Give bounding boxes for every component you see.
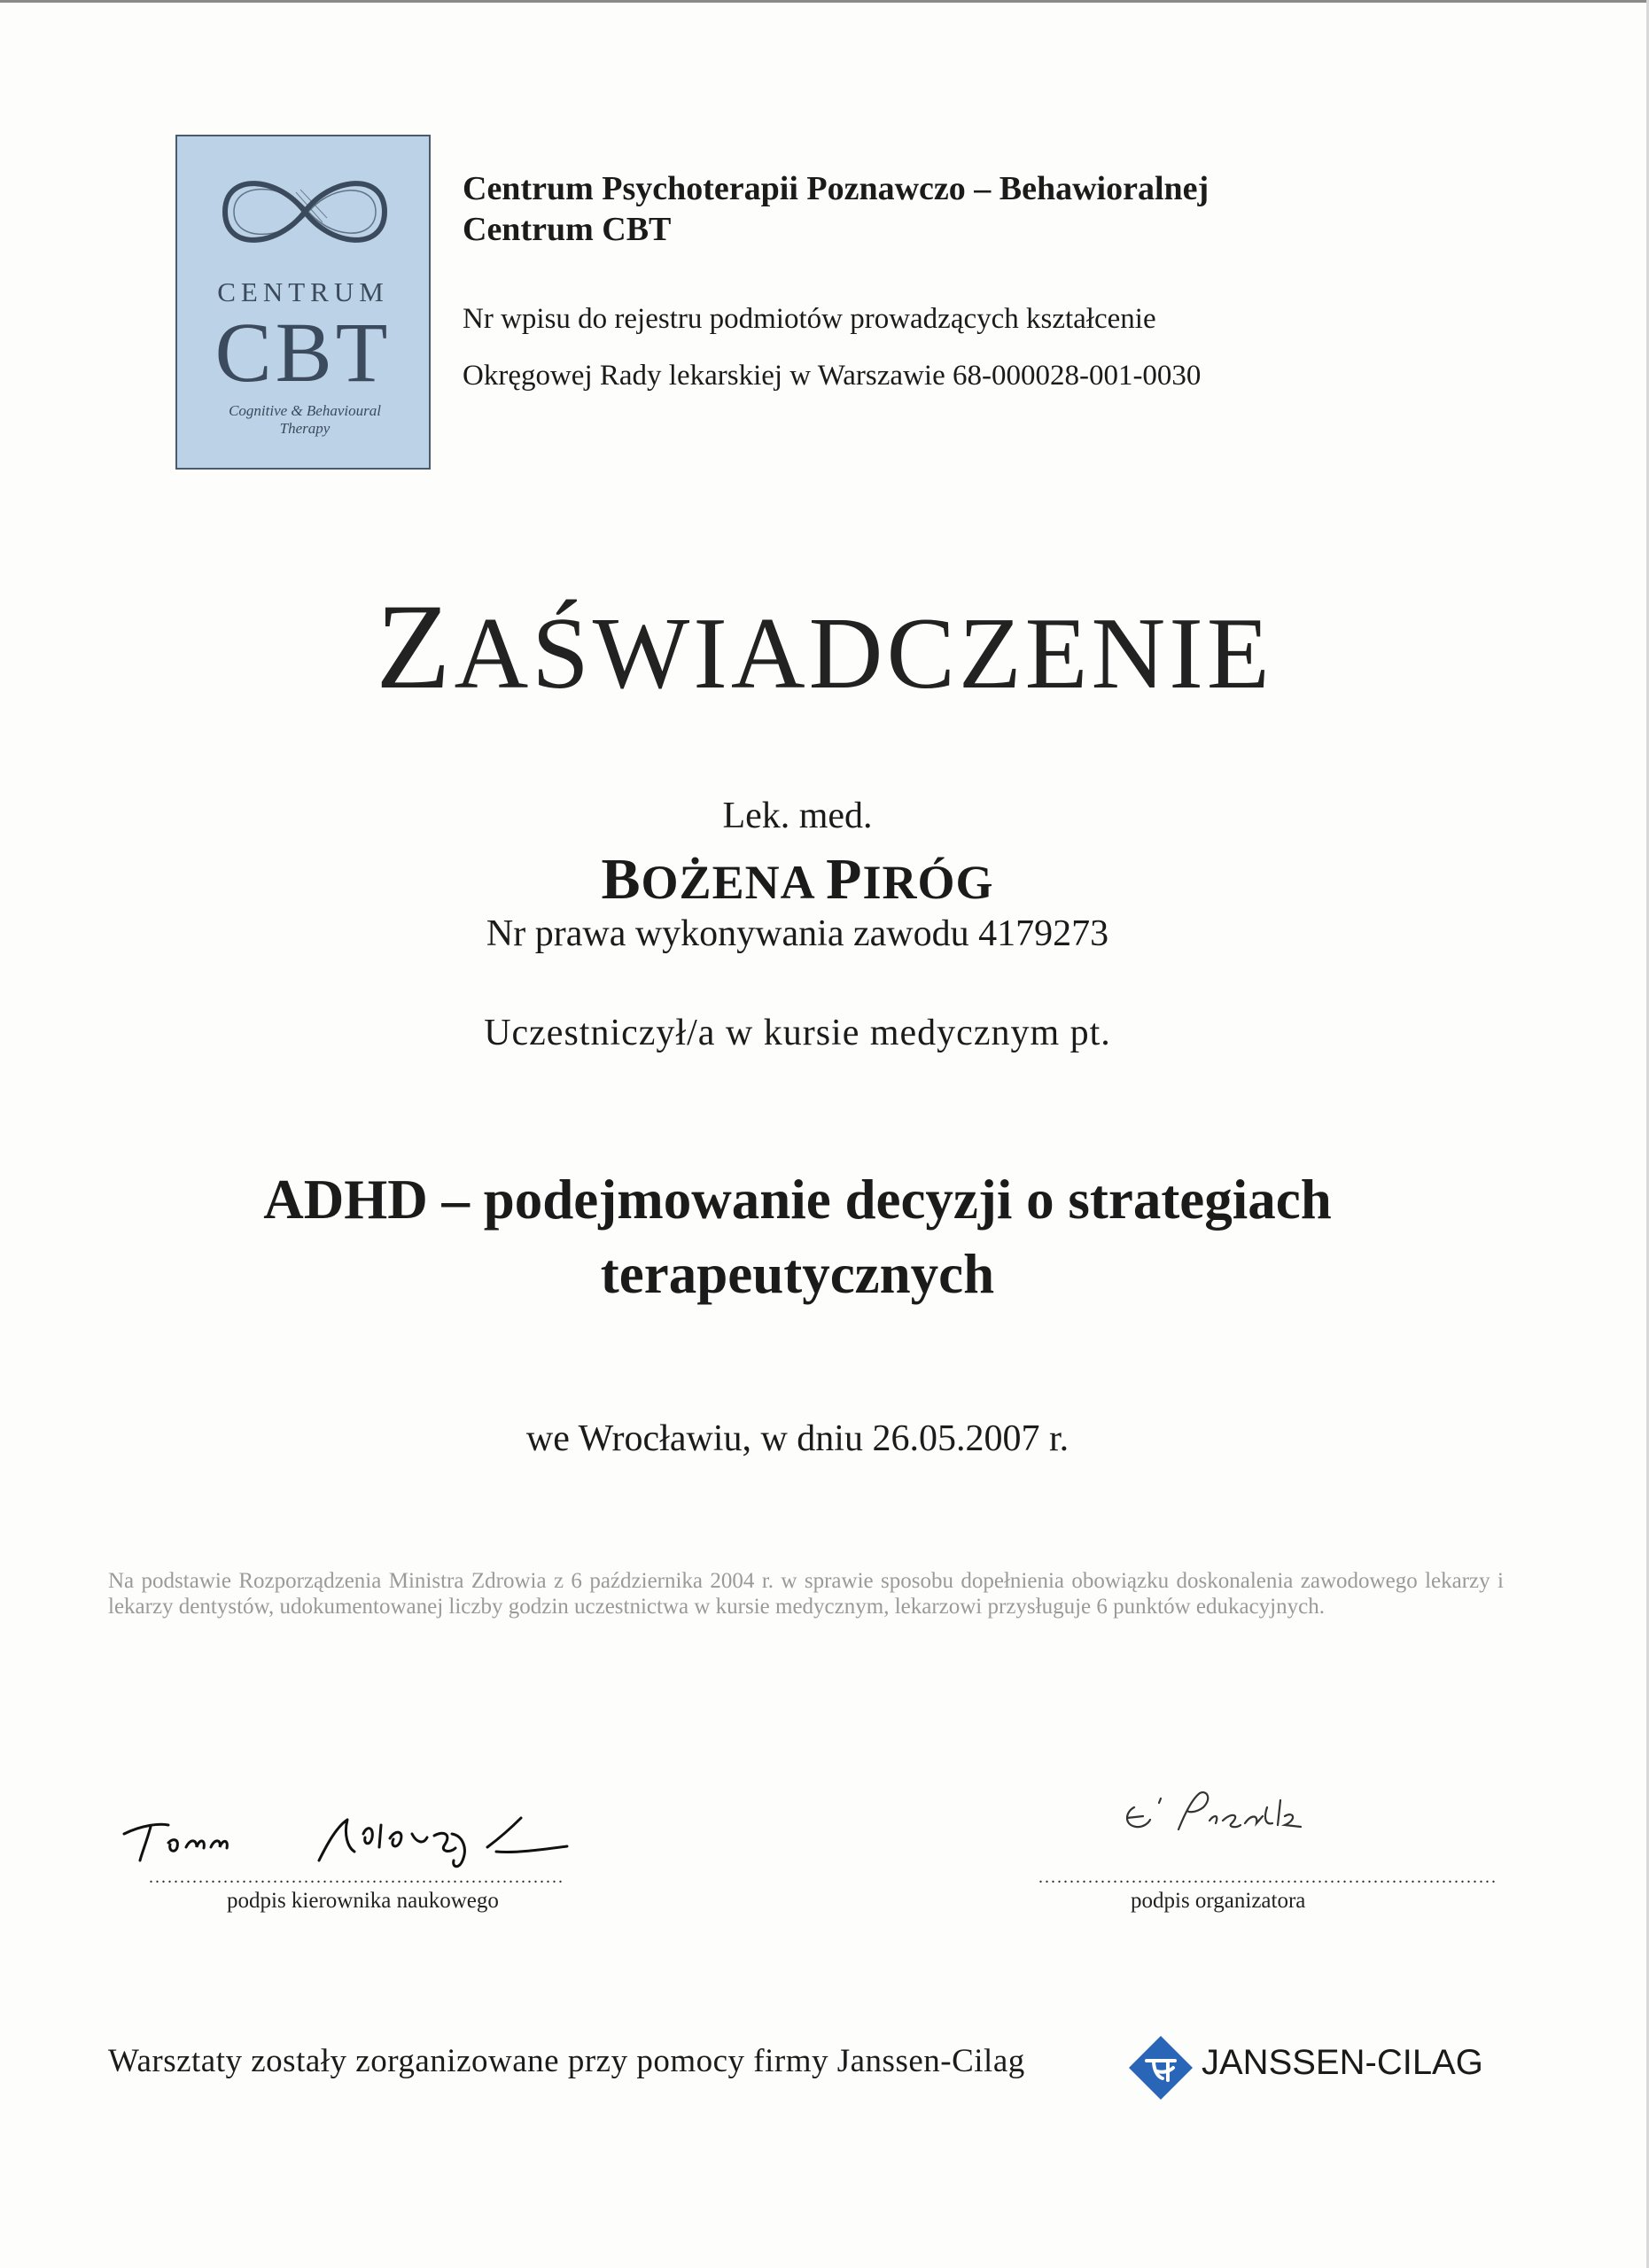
last-name-initial: P (826, 847, 863, 912)
first-name-rest: OŻENA (641, 856, 827, 909)
infinity-icon (207, 163, 402, 260)
logo-cbt-text: CBT (214, 305, 392, 400)
left-signature-line: ................................................................... (149, 1868, 564, 1887)
course-title-line-2: terapeutycznych (600, 1243, 995, 1305)
janssen-cilag-name: JANSSEN-CILAG (1202, 2043, 1483, 2082)
title-initial: Z (376, 579, 455, 714)
janssen-diamond-icon (1127, 2034, 1194, 2101)
first-name-initial: B (601, 847, 642, 912)
recipient-name (0, 846, 1595, 913)
right-signature (1108, 1781, 1373, 1852)
left-signature (115, 1798, 629, 1878)
left-signature-label: podpis kierownika naukowego (227, 1889, 499, 1913)
registration-line-2: Okręgowej Rady lekarskiej w Warszawie 68-000028-001-0030 (463, 360, 1202, 392)
course-title-line-1: ADHD – podejmowanie decyzji o strategiach (263, 1169, 1332, 1231)
right-signature-line: .......................................................................... (1038, 1868, 1497, 1887)
logo-centrum-text: CENTRUM (217, 276, 389, 307)
participation-statement: Uczestniczył/a w kursie medycznym pt. (484, 1013, 1111, 1053)
logo-subtitle: Cognitive & Behavioural Therapy (229, 402, 381, 437)
last-name-rest: IRÓG (862, 856, 994, 909)
licence-number: Nr prawa wykonywania zawodu 4179273 (486, 913, 1109, 954)
organization-name (463, 168, 1209, 250)
organization-line-2: Centrum CBT (463, 211, 672, 248)
title-rest: AŚWIADCZENIE (454, 597, 1273, 711)
place-and-date: we Wrocławiu, w dniu 26.05.2007 r. (525, 1418, 1070, 1459)
sponsor-note: Warsztaty zostały zorganizowane przy pomocy firmy Janssen-Cilag (108, 2043, 1025, 2079)
registration-line-1: Nr wpisu do rejestru podmiotów prowadzących kształcenie (463, 303, 1156, 335)
organization-line-1: Centrum Psychoterapii Poznawczo – Behawioralnej (463, 170, 1210, 207)
centrum-cbt-logo (175, 135, 431, 470)
right-signature-label: podpis organizatora (1131, 1889, 1306, 1913)
page-edge-top (0, 0, 1649, 3)
janssen-cilag-logo (1127, 2034, 1499, 2105)
course-title (0, 1162, 1595, 1311)
registration-info (463, 291, 1201, 404)
salutation: Lek. med. (722, 796, 873, 836)
legal-note: Na podstawie Rozporządzenia Ministra Zdrowia z 6 października 2004 r. w sprawie sposobu dopełnienia obowiązku doskonalenia zawodowego lekarzy i lekarzy dentystów, udokumentowanej liczby godzin uczestnictwa w kursie medycznym, lekarzowi przysługuje 6 punktów edukacyjnych. (108, 1569, 1504, 1619)
certificate-title (0, 576, 1649, 717)
